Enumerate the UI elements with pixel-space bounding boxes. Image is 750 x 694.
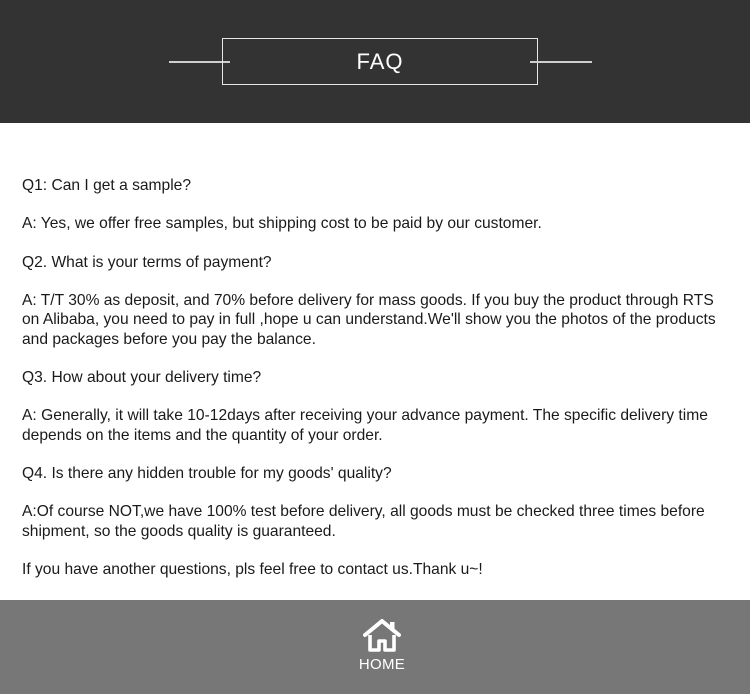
footer-bar [0,600,750,694]
faq-answer: A: T/T 30% as deposit, and 70% before delivery for mass goods. If you buy the product through RTS on Alibaba, you need to pay in full ,hope u can understand.We'll show you the photos of the products and packages before you pay the balance. [22,292,716,348]
faq-question: Q4. Is there any hidden trouble for my goods' quality? [22,464,392,482]
home-button[interactable] [340,618,424,684]
faq-answer: A:Of course NOT,we have 100% test before delivery, all goods must be checked three times before shipment, so the goods quality is guaranteed. [22,503,705,540]
faq-header [0,0,750,123]
page-title: FAQ [356,48,404,74]
faq-answer: A: Yes, we offer free samples, but shipping cost to be paid by our customer. [22,215,542,233]
faq-question: Q1: Can I get a sample? [22,177,192,194]
faq-question: Q3. How about your delivery time? [22,368,262,386]
header-title-box [222,38,538,85]
home-icon [363,618,401,652]
header-divider-right [530,61,592,63]
faq-closing-note: If you have another questions, pls feel free to contact us.Thank u~! [22,560,483,578]
faq-answer: A: Generally, it will take 10-12days after receiving your advance payment. The specific delivery time depends on the items and the quantity of your order. [22,407,708,444]
header-divider-left [169,61,230,63]
faq-content [22,176,734,598]
faq-question: Q2. What is your terms of payment? [22,253,272,271]
home-label: HOME [358,656,406,673]
